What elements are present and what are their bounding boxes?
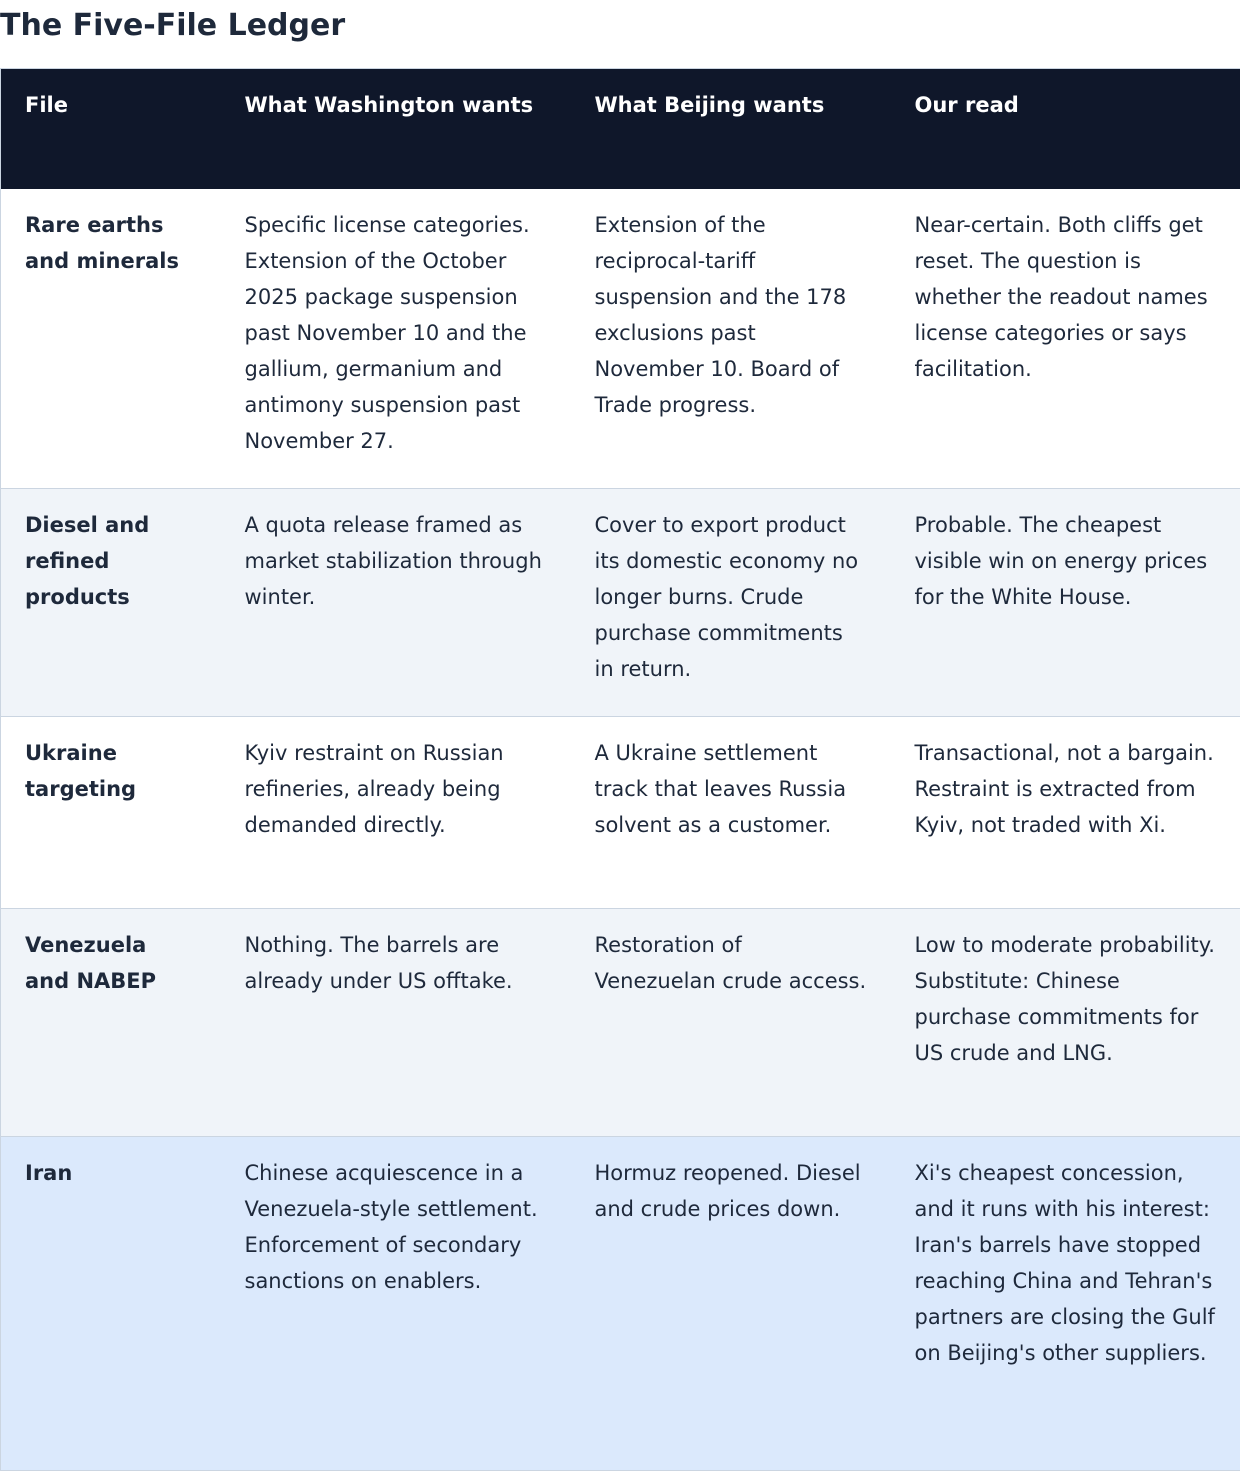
header-read: Our read xyxy=(891,69,1240,189)
cell-read: Xi's cheapest concession, and it runs with his interest: Iran's barrels have stopped reaching China and Tehran's partners are closing the Gulf on Beijing's other suppliers. xyxy=(891,1137,1240,1471)
table-header xyxy=(1,69,1240,189)
cell-washington: Kyiv restraint on Russian refineries, already being demanded directly. xyxy=(221,717,571,909)
cell-file: Ukraine targeting xyxy=(1,717,221,909)
cell-read: Probable. The cheapest visible win on energy prices for the White House. xyxy=(891,489,1240,717)
table-row-highlighted xyxy=(1,1137,1240,1471)
cell-beijing: Cover to export product its domestic economy no longer burns. Crude purchase commitments in return. xyxy=(571,489,891,717)
cell-file: Iran xyxy=(1,1137,221,1471)
header-washington: What Washington wants xyxy=(221,69,571,189)
header-file: File xyxy=(1,69,221,189)
table-body xyxy=(1,189,1240,1471)
ledger-table xyxy=(0,68,1240,1471)
cell-read: Low to moderate probability. Substitute: Chinese purchase commitments for US crude and LNG. xyxy=(891,909,1240,1137)
cell-beijing: Extension of the reciprocal-tariff suspension and the 178 exclusions past November 10. Board of Trade progress. xyxy=(571,189,891,489)
table-row xyxy=(1,189,1240,489)
header-row xyxy=(1,69,1240,189)
page-title: The Five-File Ledger xyxy=(0,8,346,43)
header-beijing: What Beijing wants xyxy=(571,69,891,189)
table-row xyxy=(1,909,1240,1137)
cell-beijing: Restoration of Venezuelan crude access. xyxy=(571,909,891,1137)
cell-washington: Nothing. The barrels are already under US offtake. xyxy=(221,909,571,1137)
cell-washington: Specific license categories. Extension of the October 2025 package suspension past November 10 and the gallium, germanium and antimony suspension past November 27. xyxy=(221,189,571,489)
cell-read: Transactional, not a bargain. Restraint is extracted from Kyiv, not traded with Xi. xyxy=(891,717,1240,909)
cell-file: Venezuela and NABEP xyxy=(1,909,221,1137)
cell-washington: A quota release framed as market stabilization through winter. xyxy=(221,489,571,717)
cell-file: Rare earths and minerals xyxy=(1,189,221,489)
cell-file: Diesel and refined products xyxy=(1,489,221,717)
table-row xyxy=(1,717,1240,909)
cell-washington: Chinese acquiescence in a Venezuela-style settlement. Enforcement of secondary sanctions on enablers. xyxy=(221,1137,571,1471)
cell-read: Near-certain. Both cliffs get reset. The question is whether the readout names license categories or says facilitation. xyxy=(891,189,1240,489)
table-row xyxy=(1,489,1240,717)
cell-beijing: A Ukraine settlement track that leaves Russia solvent as a customer. xyxy=(571,717,891,909)
cell-beijing: Hormuz reopened. Diesel and crude prices down. xyxy=(571,1137,891,1471)
